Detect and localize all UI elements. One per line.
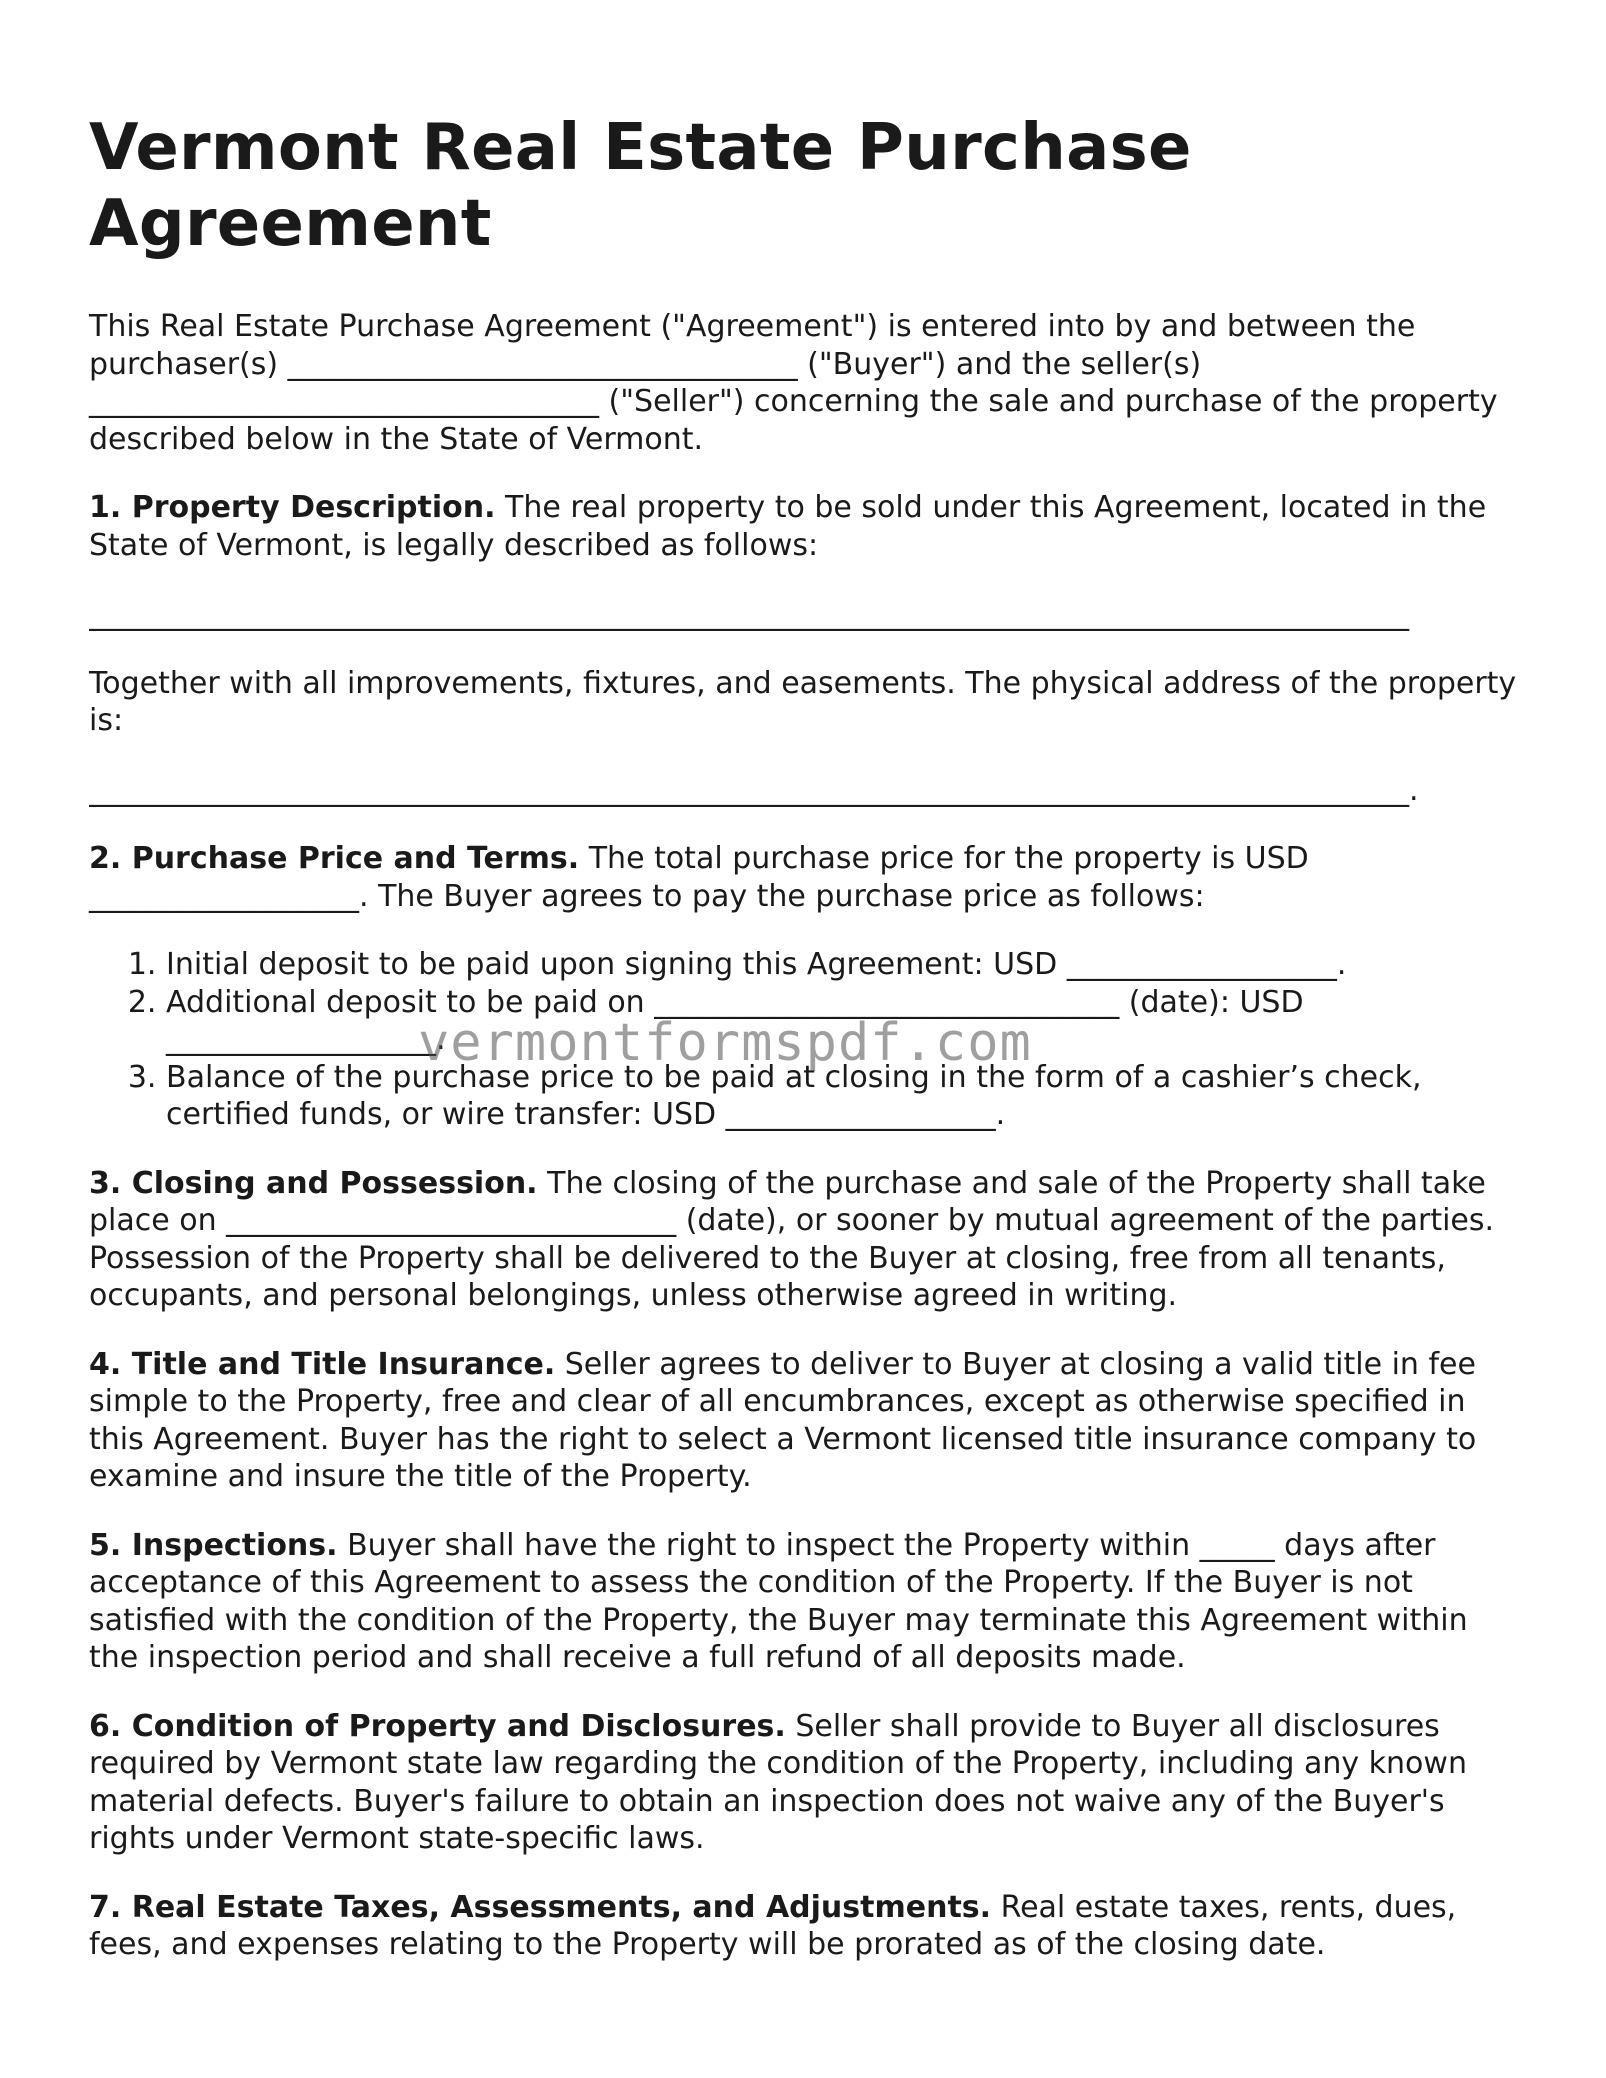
list-item: 3. Balance of the purchase price to be paid at closing in the form of a cashier’s check, certified funds, or wire transfer: USD __________________. xyxy=(166,1059,1519,1134)
section-3-text: The closing of the purchase and sale of the Property shall take place on ______________________________ (date), or sooner by mutual agreement of the parties. Possession of the Property shall be delivered to the Buyer at closing, free from all tenants, occupants, and personal belongings, unless otherwise agreed in writing. xyxy=(89,1165,1495,1313)
section-3-heading: 3. Closing and Possession. xyxy=(89,1165,538,1201)
section-2-heading: 2. Purchase Price and Terms. xyxy=(89,841,580,876)
section-2-paragraph xyxy=(89,840,1519,915)
section-6-text: Seller shall provide to Buyer all disclosures required by Vermont state law regarding the condition of the Property, including any known material defects. Buyer's failure to obtain an inspection does not waive any of the Buyer's rights under Vermont state-specific laws. xyxy=(89,1708,1467,1856)
physical-address-blank: ________________________________________________________________________________________. xyxy=(89,772,1419,808)
section-1-text: The real property to be sold under this Agreement, located in the State of Vermont, is legally described as follows: xyxy=(89,490,1487,563)
section-1-paragraph xyxy=(89,489,1519,564)
section-2-text: The total purchase price for the property is USD __________________. The Buyer agrees to pay the purchase price as follows: xyxy=(89,841,1309,914)
document-title: Vermont Real Estate Purchase Agreement xyxy=(89,111,1192,261)
section-1-heading: 1. Property Description. xyxy=(89,490,496,525)
section-7-heading: 7. Real Estate Taxes, Assessments, and Adjustments. xyxy=(89,1889,992,1925)
section-5-heading: 5. Inspections. xyxy=(89,1527,338,1563)
legal-description-blank: ________________________________________________________________________________________ xyxy=(89,597,1409,632)
section-7-paragraph xyxy=(89,1889,1519,1964)
section-5-text: Buyer shall have the right to inspect the Property within _____ days after acceptance of this Agreement to assess the condition of the Property. If the Buyer is not satisfied with the condition of the Property, the Buyer may terminate this Agreement within the inspection period and shall receive a full refund of all deposits made. xyxy=(89,1527,1468,1675)
list-item: 1. Initial deposit to be paid upon signing this Agreement: USD __________________. xyxy=(166,946,1519,984)
intro-paragraph: This Real Estate Purchase Agreement ("Agreement") is entered into by and between the purchaser(s) __________________________________ ("Buyer") and the seller(s) __________________________________ ("Seller") concerning the sale and purchase of the property described below in the State of Vermont. xyxy=(89,309,1498,457)
section-4-heading: 4. Title and Title Insurance. xyxy=(89,1346,556,1382)
section-5-paragraph xyxy=(89,1527,1519,1677)
watermark-text: vermontformspdf.com xyxy=(418,1013,1032,1073)
section-7-text: Real estate taxes, rents, dues, fees, and expenses relating to the Property will be prorated as of the closing date. xyxy=(89,1889,1457,1962)
section-4-paragraph xyxy=(89,1346,1519,1496)
section-6-heading: 6. Condition of Property and Disclosures. xyxy=(89,1708,786,1744)
section-6-paragraph xyxy=(89,1708,1519,1858)
section-1-address-paragraph: Together with all improvements, fixtures, and easements. The physical address of the property is: xyxy=(89,665,1517,738)
section-4-text: Seller agrees to deliver to Buyer at closing a valid title in fee simple to the Property, free and clear of all encumbrances, except as otherwise specified in this Agreement. Buyer has the right to select a Vermont licensed title insurance company to examine and insure the title of the Property. xyxy=(89,1346,1477,1494)
section-3-paragraph xyxy=(89,1165,1519,1315)
list-item: 2. Additional deposit to be paid on _______________________________ (date): USD __________________. xyxy=(166,984,1519,1059)
